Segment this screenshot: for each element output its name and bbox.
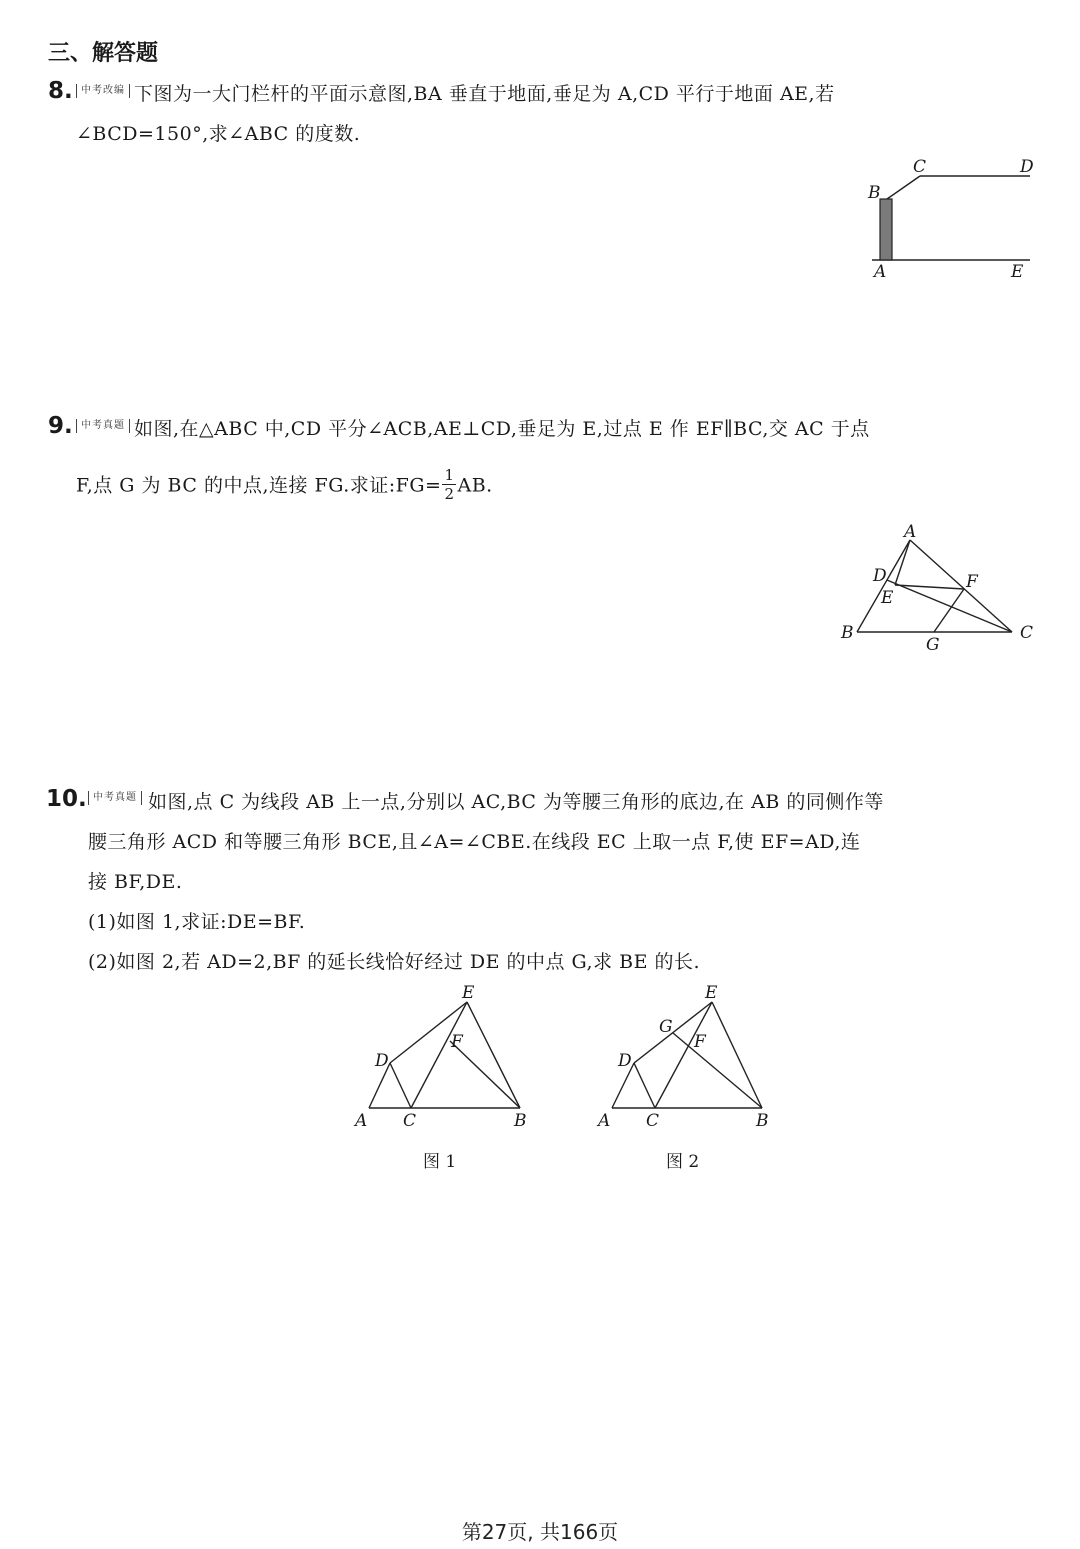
- q10f1-label-b: B: [514, 1111, 527, 1131]
- q10-subquestion-2: (2)如图 2,若 AD=2,BF 的延长线恰好经过 DE 的中点 G,求 BE 的长.: [88, 951, 701, 973]
- q10f1-label-c: C: [403, 1111, 417, 1131]
- q10f2-label-f: F: [694, 1032, 706, 1052]
- q10f1-label-e: E: [462, 983, 475, 1003]
- q8-label-d: D: [1020, 157, 1034, 177]
- q10f2-label-c: C: [646, 1111, 660, 1131]
- q8-text-line2: ∠BCD=150°,求∠ABC 的度数.: [76, 123, 361, 145]
- q8-label-e: E: [1011, 262, 1024, 282]
- q9-label-c: C: [1020, 623, 1034, 643]
- q10-figure-1-caption: 图 1: [423, 1152, 457, 1172]
- q10f2-segment-bg: [673, 1033, 762, 1108]
- q8-label-b: B: [868, 183, 881, 203]
- q9-fraction-numerator: 1: [444, 466, 455, 484]
- q9-label-f: F: [966, 572, 978, 592]
- q9-text-line2-post: AB.: [457, 474, 493, 497]
- q10-figure-2-caption: 图 2: [666, 1152, 700, 1172]
- q8-label-c: C: [913, 157, 927, 177]
- q9-text-line2-pre: F,点 G 为 BC 的中点,连接 FG.求证:FG=: [76, 474, 442, 497]
- q10f1-label-d: D: [375, 1051, 389, 1071]
- q9-label-d: D: [873, 566, 887, 586]
- q9-source-tag: 中考真题: [76, 419, 130, 433]
- q10f2-label-d: D: [618, 1051, 632, 1071]
- q10-source-tag: 中考真题: [88, 791, 142, 805]
- q10f1-label-f: F: [451, 1032, 463, 1052]
- section-title: 三、解答题: [48, 41, 159, 66]
- q9-fraction-denominator: 2: [444, 485, 455, 503]
- q8-text-line1: 下图为一大门栏杆的平面示意图,BA 垂直于地面,垂足为 A,CD 平行于地面 AE,若: [134, 83, 835, 105]
- q10-text-line3: 接 BF,DE.: [88, 871, 183, 893]
- q10-number: 10.: [46, 786, 87, 812]
- q8-number: 8.: [48, 78, 73, 104]
- q10f2-label-b: B: [756, 1111, 769, 1131]
- q10f2-segment-dc: [634, 1063, 655, 1108]
- q10f2-label-a: A: [598, 1111, 611, 1131]
- q8-label-a: A: [874, 262, 887, 282]
- q9-label-b: B: [841, 623, 854, 643]
- q10-text-line1: 如图,点 C 为线段 AB 上一点,分别以 AC,BC 为等腰三角形的底边,在 AB 的同侧作等: [148, 791, 884, 813]
- q10-subquestion-1: (1)如图 1,求证:DE=BF.: [88, 911, 306, 933]
- q10f2-label-g: G: [659, 1017, 673, 1037]
- q10f2-label-e: E: [705, 983, 718, 1003]
- q10f2-segment-eb: [712, 1002, 762, 1108]
- page-footer: 第27页, 共166页: [461, 1520, 619, 1544]
- q9-label-g: G: [926, 635, 940, 655]
- q10f1-label-a: A: [355, 1111, 368, 1131]
- q9-label-a: A: [904, 522, 917, 542]
- q8-source-tag: 中考改编: [76, 84, 130, 98]
- q9-label-e: E: [881, 588, 894, 608]
- q9-text-line1: 如图,在△ABC 中,CD 平分∠ACB,AE⊥CD,垂足为 E,过点 E 作 EF∥BC,交 AC 于点: [134, 418, 870, 440]
- q9-number: 9.: [48, 413, 73, 439]
- q10-text-line2: 腰三角形 ACD 和等腰三角形 BCE,且∠A=∠CBE.在线段 EC 上取一点 F,使 EF=AD,连: [88, 831, 861, 853]
